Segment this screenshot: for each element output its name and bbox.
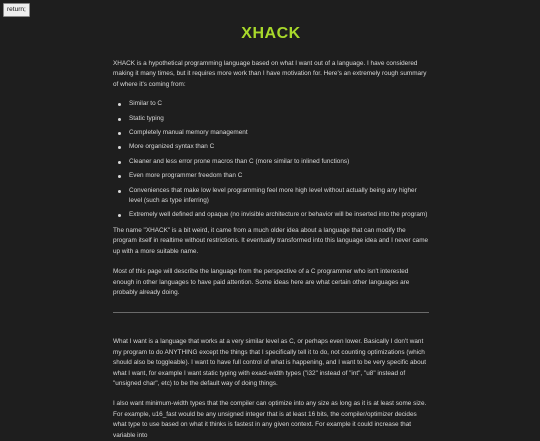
perspective-paragraph: Most of this page will describe the language from the perspective of a C programmer who isn't interested enough in other languages to have paid attention. Some ideas here are what certain other languages are probably already doing. <box>113 268 410 296</box>
section-divider <box>113 312 429 313</box>
feature-item: Similar to C <box>113 99 429 109</box>
feature-list <box>113 99 429 221</box>
feature-item: Conveniences that make low level programming feel more high level without actually being any higher level (such as type inferring) <box>113 186 429 207</box>
name-origin-paragraph: The name "XHACK" is a bit weird, it came from a much older idea about a language that can modify the program itself in realtime without restrictions. It eventually transformed into this language idea and I never came up with a more suitable name. <box>113 226 429 255</box>
main-content <box>113 0 429 441</box>
feature-item: More organized syntax than C <box>113 142 429 152</box>
intro-paragraph: XHACK is a hypothetical programming language based on what I want out of a language. I have considered making it many times, but it requires more work than I have motivation for. Here's an extremely rough summary of where it's coming from: <box>113 60 427 88</box>
feature-item: Cleaner and less error prone macros than C (more similar to inlined functions) <box>113 157 429 167</box>
feature-item: Even more programmer freedom than C <box>113 171 429 181</box>
feature-item: Static typing <box>113 114 429 124</box>
page-title: XHACK <box>241 25 301 42</box>
feature-item: Completely manual memory management <box>113 128 429 138</box>
feature-item: Extremely well defined and opaque (no invisible architecture or behavior will be inserted into the program) <box>113 210 429 220</box>
minimum-width-types-paragraph: I also want minimum-width types that the compiler can optimize into any size as long as it is at least some size. For example, u16_fast would be any unsigned integer that is at least 16 bits, the compiler/optimizer decides what type to use based on what it thinks is fastest in any given context. For example it could increase that variable into <box>113 400 427 439</box>
requirements-paragraph: What I want is a language that works at a very similar level as C, or perhaps even lower. Basically I don't want my program to do ANYTHING except the things that I specifically tell it to do, not counting optimizations (which should also be toggleable). I want to have full control of what is happening, and I want to be very specific about what I want, for example I want static typing with exact-width types ("i32" instead of "int", "u8" instead of "unsigned char", etc) to be the default way of doing things. <box>113 338 426 387</box>
return-button[interactable]: return; <box>3 3 30 17</box>
